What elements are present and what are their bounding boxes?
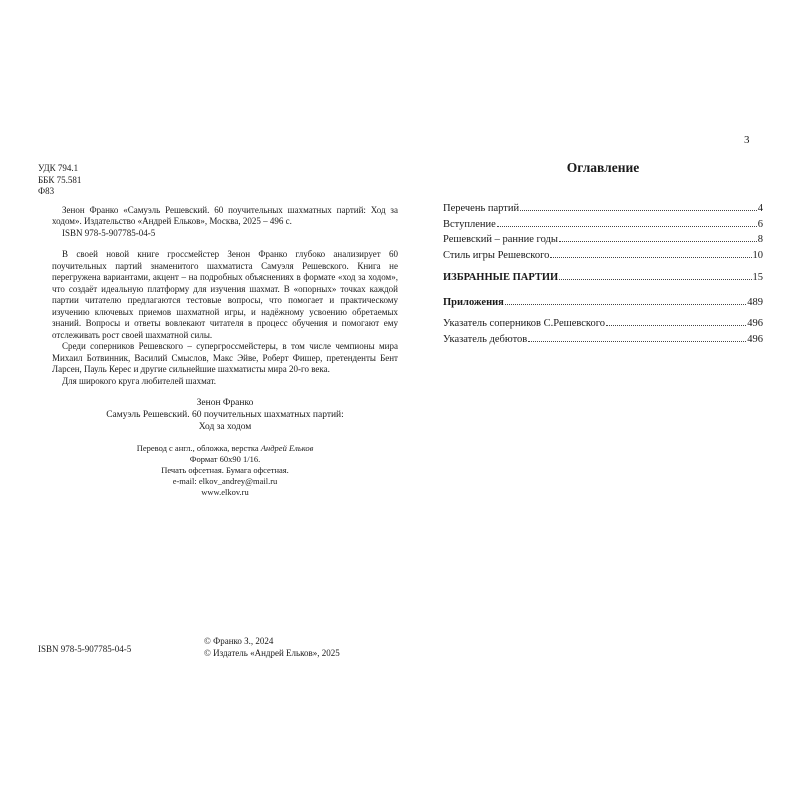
toc-entry-section[interactable] [443,272,763,288]
toc-list [443,203,763,349]
toc-title: Оглавление [566,160,640,175]
toc-leader [505,303,746,305]
toc-entry[interactable] [443,318,763,334]
toc-entry-page: 10 [752,249,763,261]
bibliographic-record [38,205,398,240]
toc-leader [606,324,746,326]
bibliographic-text: Зенон Франко «Самуэль Решевский. 60 поучительных шахматных партий: Ход за ходом». Издательство «Андрей Ельков», Москва, 2025 – 496 с. [52,204,398,226]
toc-entry[interactable] [443,334,763,350]
translator-name: Андрей Ельков [260,443,314,453]
book-title: Самуэль Решевский. 60 поучительных шахматных партий: [106,410,344,420]
book-title-block [38,397,398,433]
toc-entry-page: 496 [747,333,763,345]
toc-entry-page: 15 [752,272,763,283]
website-link[interactable]: www.elkov.ru [201,487,249,497]
toc-entry[interactable] [443,203,763,219]
copyright-block [204,636,340,659]
toc-entry-section[interactable] [443,297,763,313]
toc-entry-label: Указатель соперников С.Решевского [443,318,606,329]
annotation-paragraph: Для широкого круга любителей шахмат. [62,375,217,386]
bbk-code: ББК 75.581 [38,174,82,185]
email-link[interactable]: e-mail: elkov_andrey@mail.ru [172,476,278,486]
annotation-paragraph: Среди соперников Решевского – супергроссмейстеры, в том числе чемпионы мира Михаил Ботвинник, Василий Смыслов, Макс Эйве, Роберт Фишер, претенденты Бент Ларсен, Пауль Керес и другие сильнейшие шахматисты мира 20-го века. [52,341,398,374]
toc-entry-page: 496 [747,318,763,329]
annotation-paragraph: В своей новой книге гроссмейстер Зенон Франко глубоко анализирует 60 поучительных партий знаменитого шахматиста Самуэля Решевского. Книга не перегружена вариантами, акцент – на подробных объяснениях в формате «ход за ходом», что создаёт идеальную платформу для изучения шахмат. В «опорных» точках каждой партии читателю предлагаются тестовые вопросы, что помогает и практическому изучению ключевых приемов шахматной игры, и надёжному усвоению обретаемых знаний. Вопросы и ответы вовлекают читателя в процесс обучения и помогают ему отслеживать рост своей шахматной силы. [52,249,398,340]
annotation [38,249,398,387]
toc-leader [559,278,751,280]
copyright-author: © Франко З., 2024 [204,636,274,646]
toc-entry-page: 4 [757,203,763,214]
toc-leader [497,225,757,227]
author-name: Зенон Франко [196,398,254,408]
toc-entry-page: 489 [747,296,763,308]
toc-entry[interactable] [443,250,763,266]
format-info: Формат 60x90 1/16. [189,454,261,464]
toc-entry-label: Вступление [443,218,496,230]
toc-entry-label: Стиль игры Решевского [443,249,550,261]
copyright-publisher: © Издатель «Андрей Ельков», 2025 [204,647,340,658]
toc-leader [528,340,746,342]
bottom-isbn: ISBN 978-5-907785-04-5 [38,644,132,654]
translation-credit: Перевод с англ., обложка, верстка Андрей Ельков [136,443,314,453]
isbn: ISBN 978-5-907785-04-5 [62,227,156,238]
toc-entry-label: Приложения [443,296,504,308]
toc-entry-label: Решевский – ранние годы [443,234,558,245]
toc-leader [559,240,757,242]
toc-entry-page: 6 [757,218,763,230]
imprint-details [38,443,398,498]
table-of-contents [443,160,763,349]
toc-entry[interactable] [443,234,763,250]
toc-entry-label: Перечень партий [443,203,520,214]
book-subtitle: Ход за ходом [198,422,252,432]
toc-entry[interactable] [443,219,763,235]
udk-code: УДК 794.1 [38,163,79,173]
toc-entry-label: ИЗБРАННЫЕ ПАРТИИ [443,272,559,283]
toc-leader [550,256,751,258]
print-info: Печать офсетная. Бумага офсетная. [161,465,289,475]
imprint-page [38,163,398,498]
toc-leader [520,209,757,211]
classification-codes [38,163,398,198]
toc-entry-label: Указатель дебютов [443,333,528,345]
author-code: Ф83 [38,186,55,196]
page-number: 3 [744,134,750,146]
toc-entry-page: 8 [757,234,763,245]
